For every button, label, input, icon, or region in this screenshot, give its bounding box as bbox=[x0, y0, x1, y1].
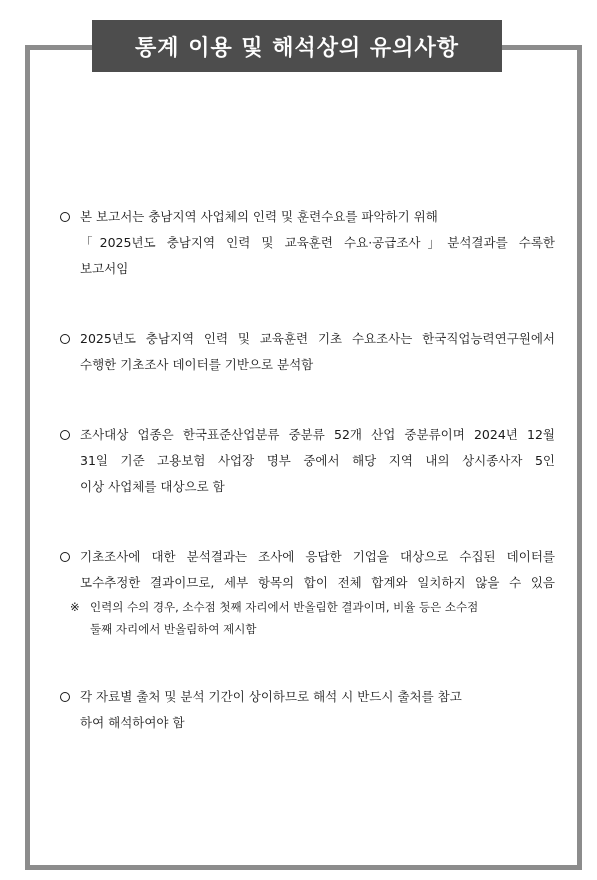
item-text-line: 수행한 기초조사 데이터를 기반으로 분석함 bbox=[80, 357, 314, 372]
footnote-line: 인력의 수의 경우, 소수점 첫째 자리에서 반올림한 결과이며, 비율 등은 소수점 bbox=[90, 600, 479, 614]
circle-bullet-icon bbox=[60, 212, 70, 222]
list-item bbox=[60, 326, 555, 378]
circle-bullet-icon bbox=[60, 430, 70, 440]
notice-list bbox=[60, 204, 555, 736]
item-text-line: 하여 해석하여야 함 bbox=[80, 715, 185, 730]
footnote-line: 둘째 자리에서 반올림하여 제시함 bbox=[90, 622, 257, 636]
list-item bbox=[60, 422, 555, 500]
circle-bullet-icon bbox=[60, 692, 70, 702]
list-item bbox=[60, 204, 555, 282]
footnote bbox=[60, 596, 555, 640]
item-text-line: 본 보고서는 충남지역 사업체의 인력 및 훈련수요를 파악하기 위해 bbox=[80, 209, 438, 224]
item-text-line: 기초조사에 대한 분석결과는 조사에 응답한 기업을 대상으로 수집된 데이터를 bbox=[80, 549, 555, 564]
page-title: 통계 이용 및 해석상의 유의사항 bbox=[135, 35, 459, 61]
item-text-line: 「2025년도 충남지역 인력 및 교육훈련 수요·공급조사」분석결과를 수록한 bbox=[80, 235, 555, 250]
item-text-line: 모수추정한 결과이므로, 세부 항목의 합이 전체 합계와 일치하지 않을 수 있음 bbox=[80, 575, 555, 590]
circle-bullet-icon bbox=[60, 552, 70, 562]
list-item bbox=[60, 684, 555, 736]
item-text-line: 조사대상 업종은 한국표준산업분류 중분류 52개 산업 중분류이며 2024년 12월 bbox=[80, 427, 555, 442]
title-banner bbox=[92, 20, 502, 72]
circle-bullet-icon bbox=[60, 334, 70, 344]
item-text-line: 보고서임 bbox=[80, 261, 129, 276]
reference-mark: ※ bbox=[70, 600, 80, 614]
list-item bbox=[60, 544, 555, 640]
item-text-line: 각 자료별 출처 및 분석 기간이 상이하므로 해석 시 반드시 출처를 참고 bbox=[80, 689, 462, 704]
item-text-line: 31일 기준 고용보험 사업장 명부 중에서 해당 지역 내의 상시종사자 5인 bbox=[80, 453, 555, 468]
item-text-line: 이상 사업체를 대상으로 함 bbox=[80, 479, 225, 494]
item-text-line: 2025년도 충남지역 인력 및 교육훈련 기초 수요조사는 한국직업능력연구원에서 bbox=[80, 331, 555, 346]
